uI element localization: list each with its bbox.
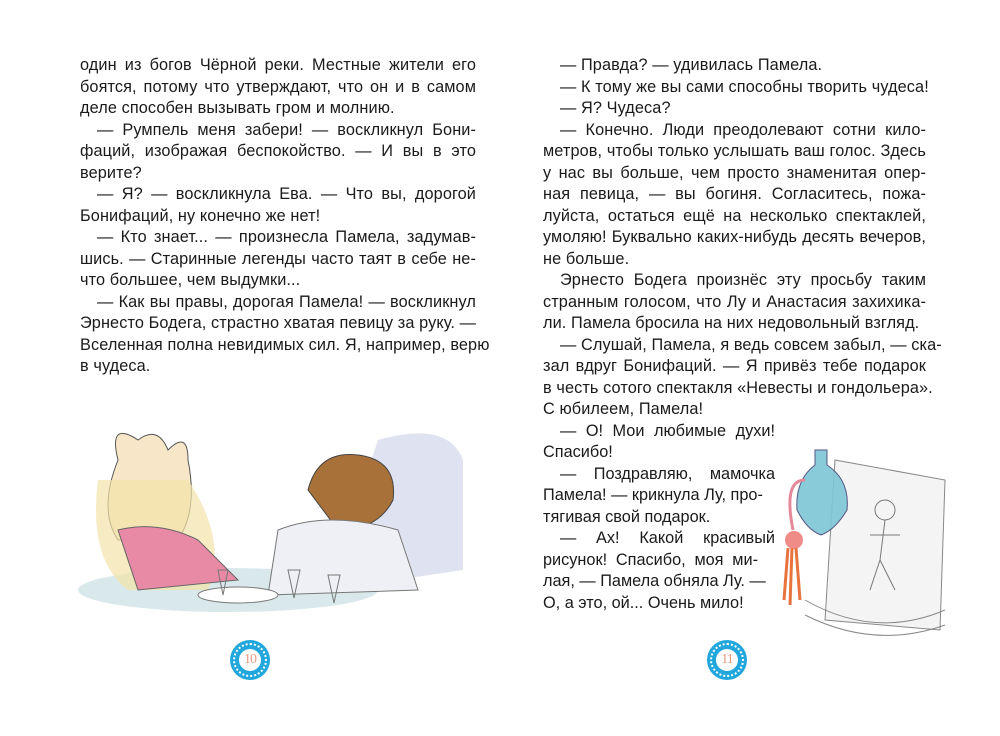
text-line: Бонифаций, ну конечно же нет! — [80, 206, 321, 225]
text-line: метров, чтобы только услышать ваш голос. Здесь — [543, 142, 926, 160]
left-page-text — [80, 55, 490, 378]
text-line: — Кто знает... — произнесла Памела, задумав- — [97, 228, 476, 246]
text-line: — Правда? — удивилась Памела. — [560, 56, 823, 74]
text-line: Эрнесто Бодега, страстно хватая певицу за руку. — — [80, 314, 476, 332]
text-line: Эрнесто Бодега произнёс эту просьбу таким — [560, 271, 926, 289]
text-line: луйста, остаться ещё на несколько спектаклей, — [543, 206, 926, 225]
text-line: — Румпель меня забери! — воскликнул Бони- — [97, 120, 476, 139]
text-line: странным голосом, что Лу и Анастасия захихика- — [543, 292, 926, 311]
right-page — [500, 0, 1000, 736]
text-line: О, а это, ой... Очень мило! — [543, 593, 744, 612]
text-line: умоляю! Буквально каких-нибудь десять вечеров, — [543, 228, 926, 246]
text-line: — Конечно. Люди преодолевают сотни кило- — [560, 120, 926, 139]
text-line: С юбилеем, Памела! — [543, 400, 704, 418]
text-line: — Я? Чудеса? — [560, 99, 671, 117]
text-line: верите? — [80, 163, 142, 182]
text-line: в чудеса. — [80, 357, 151, 375]
text-line: рисунок! Спасибо, моя ми- — [543, 550, 758, 569]
paragraph — [80, 227, 476, 292]
text-line: не больше. — [543, 249, 630, 268]
text-line: — Поздравляю, мамочка — [560, 464, 775, 483]
text-line: Спасибо! — [543, 443, 613, 461]
text-line: зал вдруг Бонифаций. — Я привёз тебе подарок — [543, 357, 926, 375]
text-line: — Я? — воскликнула Ева. — Что вы, дорогой — [97, 185, 476, 203]
text-line: боятся, потому что утверждают, что он и в самом — [80, 77, 476, 96]
paragraph — [80, 55, 476, 120]
page-number: 10 — [239, 649, 261, 671]
paragraph — [543, 98, 926, 120]
perfume-and-drawing-illustration — [775, 440, 955, 645]
text-line: в честь сотого спектакля «Невесты и гондольера». — [543, 378, 933, 397]
paragraph — [80, 184, 476, 227]
text-line: ли. Памела бросила на них недовольный взгляд. — [543, 314, 920, 332]
page-number-badge — [230, 640, 270, 680]
text-line: Памела! — крикнула Лу, про- — [543, 486, 763, 504]
text-line: фаций, изображая беспокойство. — И вы в это — [80, 142, 476, 160]
paragraph — [80, 120, 476, 185]
page-number-badge — [707, 640, 747, 680]
page-number: 11 — [716, 649, 738, 671]
dinner-scene-illustration — [78, 420, 468, 620]
paragraph — [543, 55, 926, 77]
text-line: — О! Мои любимые духи! — [560, 421, 775, 440]
text-line: лая, — Памела обняла Лу. — — [543, 572, 766, 590]
text-line: Вселенная полна невидимых сил. Я, например, верю — [80, 335, 490, 354]
paragraph — [80, 292, 490, 378]
text-line: деле способен вызывать гром и молнию. — [80, 99, 395, 117]
paragraph — [543, 77, 929, 99]
paragraph — [543, 335, 942, 421]
text-line: шись. — Старинные легенды часто таят в себе не- — [80, 249, 476, 268]
text-line: — Слушай, Памела, я ведь совсем забыл, — ска- — [560, 335, 942, 354]
text-line: тягивая свой подарок. — [543, 507, 711, 526]
text-line: у нас вы больше, чем просто знаменитая опер- — [543, 163, 926, 182]
text-line: — Как вы правы, дорогая Памела! — воскликнул — [97, 292, 476, 311]
text-line: ная певица, — вы богиня. Согласитесь, пожа- — [543, 185, 926, 203]
paragraph — [543, 270, 926, 335]
paragraph — [543, 120, 926, 271]
text-line: — Ах! Какой красивый — [560, 529, 775, 547]
text-line: — К тому же вы сами способны творить чудеса! — [560, 77, 929, 96]
text-line: один из богов Чёрной реки. Местные жители его — [80, 56, 476, 74]
text-line: что большее, чем выдумки... — [80, 271, 301, 289]
